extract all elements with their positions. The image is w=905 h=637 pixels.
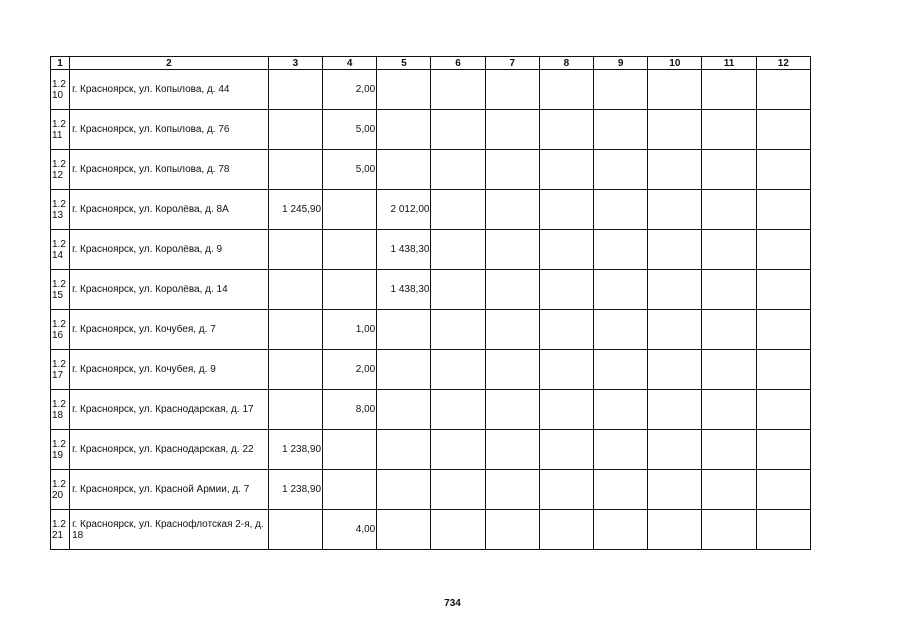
value-cell-col-4: 2,00	[323, 350, 377, 390]
row-number	[51, 470, 70, 510]
address-cell: г. Красноярск, ул. Краснодарская, д. 17	[70, 390, 269, 430]
value-cell-col-6	[431, 150, 485, 190]
value-cell-col-7	[485, 470, 539, 510]
value-cell-col-7	[485, 430, 539, 470]
row-number-part: 1.2	[52, 198, 66, 210]
value-cell-col-3	[268, 510, 322, 550]
value-cell-col-7	[485, 390, 539, 430]
value-cell-col-8	[539, 350, 593, 390]
value-cell-col-10	[648, 70, 702, 110]
value-cell-col-9	[594, 430, 648, 470]
table-row	[51, 230, 811, 270]
value-cell-col-12	[756, 270, 810, 310]
row-number-part: 14	[52, 249, 64, 261]
value-cell-col-4	[323, 230, 377, 270]
column-header-6: 6	[431, 57, 485, 70]
value-cell-col-6	[431, 510, 485, 550]
table-row	[51, 310, 811, 350]
row-number	[51, 70, 70, 110]
value-cell-col-4	[323, 470, 377, 510]
value-cell-col-8	[539, 310, 593, 350]
row-number-part: 1.2	[52, 438, 66, 450]
value-cell-col-5	[377, 510, 431, 550]
value-cell-col-11	[702, 230, 756, 270]
value-cell-col-4	[323, 430, 377, 470]
value-cell-col-8	[539, 190, 593, 230]
value-cell-col-5	[377, 430, 431, 470]
value-cell-col-9	[594, 190, 648, 230]
value-cell-col-8	[539, 270, 593, 310]
value-cell-col-8	[539, 230, 593, 270]
table-row	[51, 70, 811, 110]
value-cell-col-11	[702, 110, 756, 150]
value-cell-col-11	[702, 350, 756, 390]
value-cell-col-5	[377, 310, 431, 350]
value-cell-col-5	[377, 110, 431, 150]
address-cell: г. Красноярск, ул. Копылова, д. 78	[70, 150, 269, 190]
address-cell: г. Красноярск, ул. Королёва, д. 9	[70, 230, 269, 270]
value-cell-col-4: 2,00	[323, 70, 377, 110]
value-cell-col-12	[756, 310, 810, 350]
value-cell-col-12	[756, 510, 810, 550]
value-cell-col-9	[594, 230, 648, 270]
address-cell: г. Красноярск, ул. Красной Армии, д. 7	[70, 470, 269, 510]
value-cell-col-7	[485, 270, 539, 310]
row-number-part: 1.2	[52, 78, 66, 90]
column-header-8: 8	[539, 57, 593, 70]
column-header-11: 11	[702, 57, 756, 70]
value-cell-col-10	[648, 390, 702, 430]
value-cell-col-3	[268, 390, 322, 430]
column-header-4: 4	[323, 57, 377, 70]
value-cell-col-9	[594, 310, 648, 350]
value-cell-col-5	[377, 350, 431, 390]
address-cell: г. Красноярск, ул. Королёва, д. 8А	[70, 190, 269, 230]
value-cell-col-7	[485, 230, 539, 270]
value-cell-col-3: 1 245,90	[268, 190, 322, 230]
value-cell-col-9	[594, 110, 648, 150]
value-cell-col-6	[431, 390, 485, 430]
value-cell-col-9	[594, 390, 648, 430]
value-cell-col-7	[485, 190, 539, 230]
value-cell-col-9	[594, 150, 648, 190]
value-cell-col-6	[431, 470, 485, 510]
table-row	[51, 350, 811, 390]
row-number	[51, 390, 70, 430]
column-header-1: 1	[51, 57, 70, 70]
value-cell-col-6	[431, 190, 485, 230]
row-number	[51, 150, 70, 190]
address-cell: г. Красноярск, ул. Копылова, д. 76	[70, 110, 269, 150]
value-cell-col-5: 1 438,30	[377, 230, 431, 270]
value-cell-col-10	[648, 350, 702, 390]
value-cell-col-3: 1 238,90	[268, 470, 322, 510]
row-number-part: 17	[52, 369, 64, 381]
value-cell-col-12	[756, 430, 810, 470]
row-number	[51, 430, 70, 470]
table-row	[51, 110, 811, 150]
row-number-part: 18	[52, 409, 64, 421]
row-number-part: 13	[52, 209, 64, 221]
value-cell-col-8	[539, 510, 593, 550]
table-row	[51, 190, 811, 230]
table-header	[51, 57, 811, 70]
value-cell-col-8	[539, 390, 593, 430]
value-cell-col-9	[594, 350, 648, 390]
row-number	[51, 510, 70, 550]
value-cell-col-10	[648, 510, 702, 550]
value-cell-col-10	[648, 150, 702, 190]
value-cell-col-4: 5,00	[323, 110, 377, 150]
table-row	[51, 270, 811, 310]
row-number-part: 1.2	[52, 118, 66, 130]
value-cell-col-7	[485, 510, 539, 550]
row-number-part: 1.2	[52, 478, 66, 490]
column-header-12: 12	[756, 57, 810, 70]
row-number-part: 21	[52, 529, 64, 541]
value-cell-col-8	[539, 470, 593, 510]
value-cell-col-3	[268, 230, 322, 270]
value-cell-col-3	[268, 150, 322, 190]
row-number	[51, 350, 70, 390]
value-cell-col-11	[702, 390, 756, 430]
header-row	[51, 57, 811, 70]
value-cell-col-10	[648, 190, 702, 230]
column-header-7: 7	[485, 57, 539, 70]
value-cell-col-11	[702, 510, 756, 550]
value-cell-col-5	[377, 70, 431, 110]
page-number: 734	[444, 598, 461, 609]
address-cell: г. Красноярск, ул. Краснодарская, д. 22	[70, 430, 269, 470]
data-table	[50, 56, 811, 550]
row-number-part: 11	[52, 129, 63, 141]
value-cell-col-11	[702, 310, 756, 350]
column-header-2: 2	[70, 57, 269, 70]
row-number	[51, 270, 70, 310]
row-number-part: 1.2	[52, 518, 66, 530]
row-number-part: 1.2	[52, 278, 66, 290]
value-cell-col-9	[594, 70, 648, 110]
address-cell: г. Красноярск, ул. Кочубея, д. 9	[70, 350, 269, 390]
value-cell-col-8	[539, 430, 593, 470]
value-cell-col-10	[648, 230, 702, 270]
value-cell-col-7	[485, 350, 539, 390]
value-cell-col-7	[485, 70, 539, 110]
row-number-part: 15	[52, 289, 64, 301]
value-cell-col-4: 5,00	[323, 150, 377, 190]
value-cell-col-12	[756, 390, 810, 430]
value-cell-col-8	[539, 110, 593, 150]
row-number-part: 16	[52, 329, 64, 341]
value-cell-col-4: 1,00	[323, 310, 377, 350]
value-cell-col-5: 1 438,30	[377, 270, 431, 310]
value-cell-col-12	[756, 350, 810, 390]
value-cell-col-3	[268, 310, 322, 350]
value-cell-col-7	[485, 110, 539, 150]
value-cell-col-6	[431, 430, 485, 470]
row-number-part: 12	[52, 169, 64, 181]
value-cell-col-3	[268, 270, 322, 310]
row-number-part: 19	[52, 449, 64, 461]
row-number-part: 1.2	[52, 318, 66, 330]
value-cell-col-6	[431, 310, 485, 350]
column-header-9: 9	[594, 57, 648, 70]
value-cell-col-6	[431, 230, 485, 270]
table-row	[51, 430, 811, 470]
value-cell-col-10	[648, 310, 702, 350]
value-cell-col-12	[756, 150, 810, 190]
row-number-part: 1.2	[52, 158, 66, 170]
row-number	[51, 230, 70, 270]
value-cell-col-8	[539, 70, 593, 110]
row-number-part: 1.2	[52, 398, 66, 410]
table-body	[51, 70, 811, 550]
value-cell-col-10	[648, 110, 702, 150]
value-cell-col-5: 2 012,00	[377, 190, 431, 230]
row-number-part: 10	[52, 89, 64, 101]
table-row	[51, 510, 811, 550]
value-cell-col-5	[377, 390, 431, 430]
value-cell-col-10	[648, 270, 702, 310]
value-cell-col-11	[702, 430, 756, 470]
value-cell-col-5	[377, 150, 431, 190]
address-cell: г. Красноярск, ул. Краснофлотская 2-я, д. 18	[70, 510, 269, 550]
value-cell-col-12	[756, 230, 810, 270]
value-cell-col-6	[431, 350, 485, 390]
value-cell-col-10	[648, 470, 702, 510]
column-header-5: 5	[377, 57, 431, 70]
table-row	[51, 390, 811, 430]
address-cell: г. Красноярск, ул. Королёва, д. 14	[70, 270, 269, 310]
value-cell-col-6	[431, 70, 485, 110]
value-cell-col-4	[323, 270, 377, 310]
value-cell-col-8	[539, 150, 593, 190]
value-cell-col-11	[702, 270, 756, 310]
value-cell-col-11	[702, 70, 756, 110]
value-cell-col-4: 4,00	[323, 510, 377, 550]
column-header-10: 10	[648, 57, 702, 70]
row-number	[51, 190, 70, 230]
value-cell-col-12	[756, 70, 810, 110]
value-cell-col-12	[756, 110, 810, 150]
column-header-3: 3	[268, 57, 322, 70]
address-cell: г. Красноярск, ул. Копылова, д. 44	[70, 70, 269, 110]
table-row	[51, 150, 811, 190]
row-number-part: 1.2	[52, 358, 66, 370]
value-cell-col-12	[756, 190, 810, 230]
value-cell-col-7	[485, 150, 539, 190]
table-row	[51, 470, 811, 510]
row-number-part: 20	[52, 489, 64, 501]
value-cell-col-3: 1 238,90	[268, 430, 322, 470]
value-cell-col-3	[268, 110, 322, 150]
value-cell-col-6	[431, 110, 485, 150]
value-cell-col-3	[268, 70, 322, 110]
value-cell-col-10	[648, 430, 702, 470]
value-cell-col-9	[594, 510, 648, 550]
value-cell-col-5	[377, 470, 431, 510]
value-cell-col-12	[756, 470, 810, 510]
value-cell-col-7	[485, 310, 539, 350]
row-number	[51, 110, 70, 150]
value-cell-col-4	[323, 190, 377, 230]
value-cell-col-9	[594, 270, 648, 310]
row-number	[51, 310, 70, 350]
value-cell-col-3	[268, 350, 322, 390]
row-number-part: 1.2	[52, 238, 66, 250]
value-cell-col-11	[702, 150, 756, 190]
value-cell-col-4: 8,00	[323, 390, 377, 430]
value-cell-col-11	[702, 470, 756, 510]
value-cell-col-6	[431, 270, 485, 310]
value-cell-col-11	[702, 190, 756, 230]
address-cell: г. Красноярск, ул. Кочубея, д. 7	[70, 310, 269, 350]
value-cell-col-9	[594, 470, 648, 510]
